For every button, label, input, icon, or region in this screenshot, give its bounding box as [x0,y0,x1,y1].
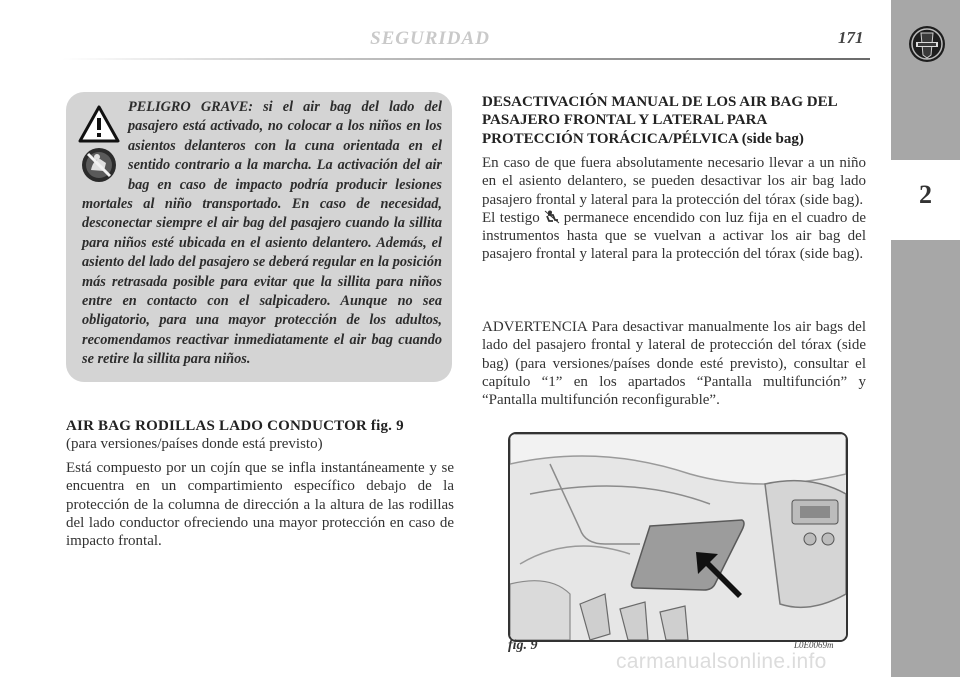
chapter-number: 2 [919,180,932,209]
dashboard-knee-airbag-figure [508,432,848,642]
advertencia-body: ADVERTENCIA Para desactivar manualmente los air bags del lado del pasajero frontal y lateral de protección del tórax (side bag) (para versiones/países donde esté previsto), consultar el capítulo “1” en los apartados “Pantalla multifunción” y “Pantalla multifunción reconfigurable”. [482,319,866,409]
watermark: carmanualsonline.info [616,650,827,673]
header-divider [62,58,870,60]
warning-text-content: PELIGRO GRAVE: si el air bag del lado del pasajero está activado, no colocar a los niños en los asientos delanteros con la cuna orientada en el sentido contrario a la marcha. La activación del air bag en caso de impacto podría producir lesiones mortales al niño transportado. En caso de necesidad, desconectar siempre el air bag del pasajero cuando la sillita para niños esté ubicada en el asiento delantero. Además, el asiento del lado del pasajero se deberá regular en la posición más retrasada posible para evitar que la sillita para niños entre en contacto con el salpicadero. Aunque no sea obligatorio, para una mayor protección de los adultos, recomendamos reactivar inmediatamente el air bag cuando se retire la sillita para niños. [82,99,442,368]
knee-airbag-heading: AIR BAG RODILLAS LADO CONDUCTOR fig. 9 [66,418,404,434]
testigo-prefix: El testigo [482,209,540,226]
deactivation-body [482,154,866,264]
page-number: 171 [838,28,864,47]
knee-airbag-body: Está compuesto por un cojín que se infla instantáneamente y se encuentra en un compartimiento específico debajo de la protección de la columna de dirección a la altura de las rodillas del lado conductor ofreciendo una mayor protección en caso de impacto frontal. [66,460,454,550]
section-title: SEGURIDAD [370,28,490,49]
lancia-logo-icon [907,24,947,64]
airbag-off-warning-light-icon [544,210,560,224]
figure-code: L0E0069m [794,640,834,650]
figure-caption: fig. 9 [508,638,538,653]
warning-text [82,98,442,370]
chapter-sidebar [891,0,960,677]
deactivation-heading: DESACTIVACIÓN MANUAL DE LOS AIR BAG DEL PASAJERO FRONTAL Y LATERAL PARA PROTECCIÓN TORÁCICA/PÉLVICA (side bag) [482,94,837,147]
testigo-suffix: permanece encendido con luz fija en el cuadro de instrumentos hasta que se vuelvan a activar los air bag del pasajero frontal y lateral para la protección del tórax (side bag). [482,209,867,263]
deactivation-body-part-a: En caso de que fuera absolutamente necesario llevar a un niño en el asiento delantero, se pueden desactivar los air bag lado pasajero frontal y lateral para la protección del tórax (side bag). [482,155,866,208]
knee-airbag-subheading: (para versiones/países donde está previsto) [66,436,323,452]
